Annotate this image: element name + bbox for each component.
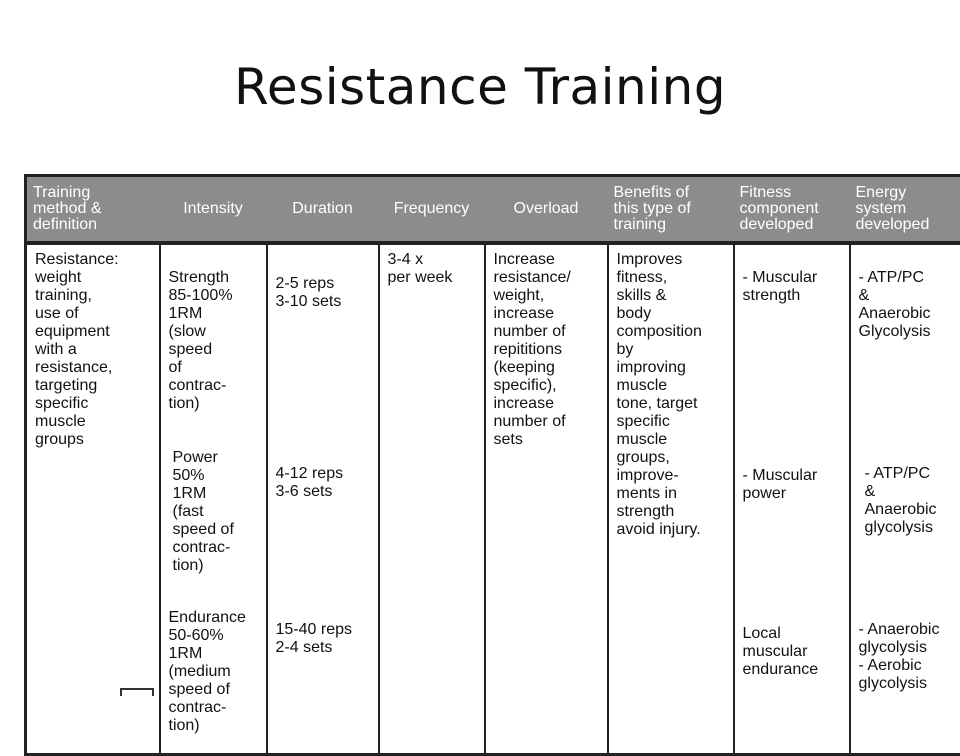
intensity-power: Power 50% 1RM (fast speed of contrac- tion) (169, 449, 259, 591)
benefits-text: Improves fitness, skills & body composition by improving muscle tone, target specific muscle groups, improve- ments in strength avoid injury. (617, 251, 726, 539)
cell-benefits (608, 243, 734, 755)
frequency-text: 3-4 x per week (388, 251, 477, 287)
cell-fitness-component (734, 243, 850, 755)
header-energy-system: Energy system developed (850, 176, 960, 244)
overload-text: Increase resistance/ weight, increase number of repititions (keeping specific), increase number of sets (494, 251, 600, 449)
cell-frequency (379, 243, 485, 755)
page-marker (120, 688, 154, 696)
intensity-strength: Strength 85-100% 1RM (slow speed of contrac- tion) (169, 269, 259, 431)
cell-method (26, 243, 160, 755)
page-title: Resistance Training (0, 58, 960, 116)
duration-endurance: 15-40 reps 2-4 sets (276, 621, 371, 657)
cell-overload (485, 243, 608, 755)
method-text: Resistance: weight training, use of equipment with a resistance, targeting specific muscle groups (35, 251, 152, 449)
intensity-endurance: Endurance 50-60% 1RM (medium speed of contrac- tion) (169, 609, 259, 735)
fitness-power: - Muscular power (743, 467, 842, 607)
header-row (26, 176, 960, 244)
training-table-container (24, 174, 960, 696)
header-frequency: Frequency (379, 176, 485, 244)
header-benefits: Benefits of this type of training (608, 176, 734, 244)
cell-energy-system (850, 243, 960, 755)
training-table (24, 174, 960, 756)
fitness-strength: - Muscular strength (743, 269, 842, 449)
cell-intensity (160, 243, 267, 755)
fitness-endurance: Local muscular endurance (743, 625, 842, 679)
energy-endurance: - Anaerobic glycolysis - Aerobic glycolysis (859, 621, 955, 693)
duration-strength: 2-5 reps 3-10 sets (276, 269, 371, 447)
table-row (26, 243, 960, 755)
header-training-method: Training method & definition (26, 176, 160, 244)
cell-duration (267, 243, 379, 755)
header-intensity: Intensity (160, 176, 267, 244)
header-overload: Overload (485, 176, 608, 244)
energy-strength: - ATP/PC & Anaerobic Glycolysis (859, 269, 955, 447)
header-duration: Duration (267, 176, 379, 244)
header-fitness-component: Fitness component developed (734, 176, 850, 244)
energy-power: - ATP/PC & Anaerobic glycolysis (859, 465, 955, 603)
duration-power: 4-12 reps 3-6 sets (276, 465, 371, 603)
